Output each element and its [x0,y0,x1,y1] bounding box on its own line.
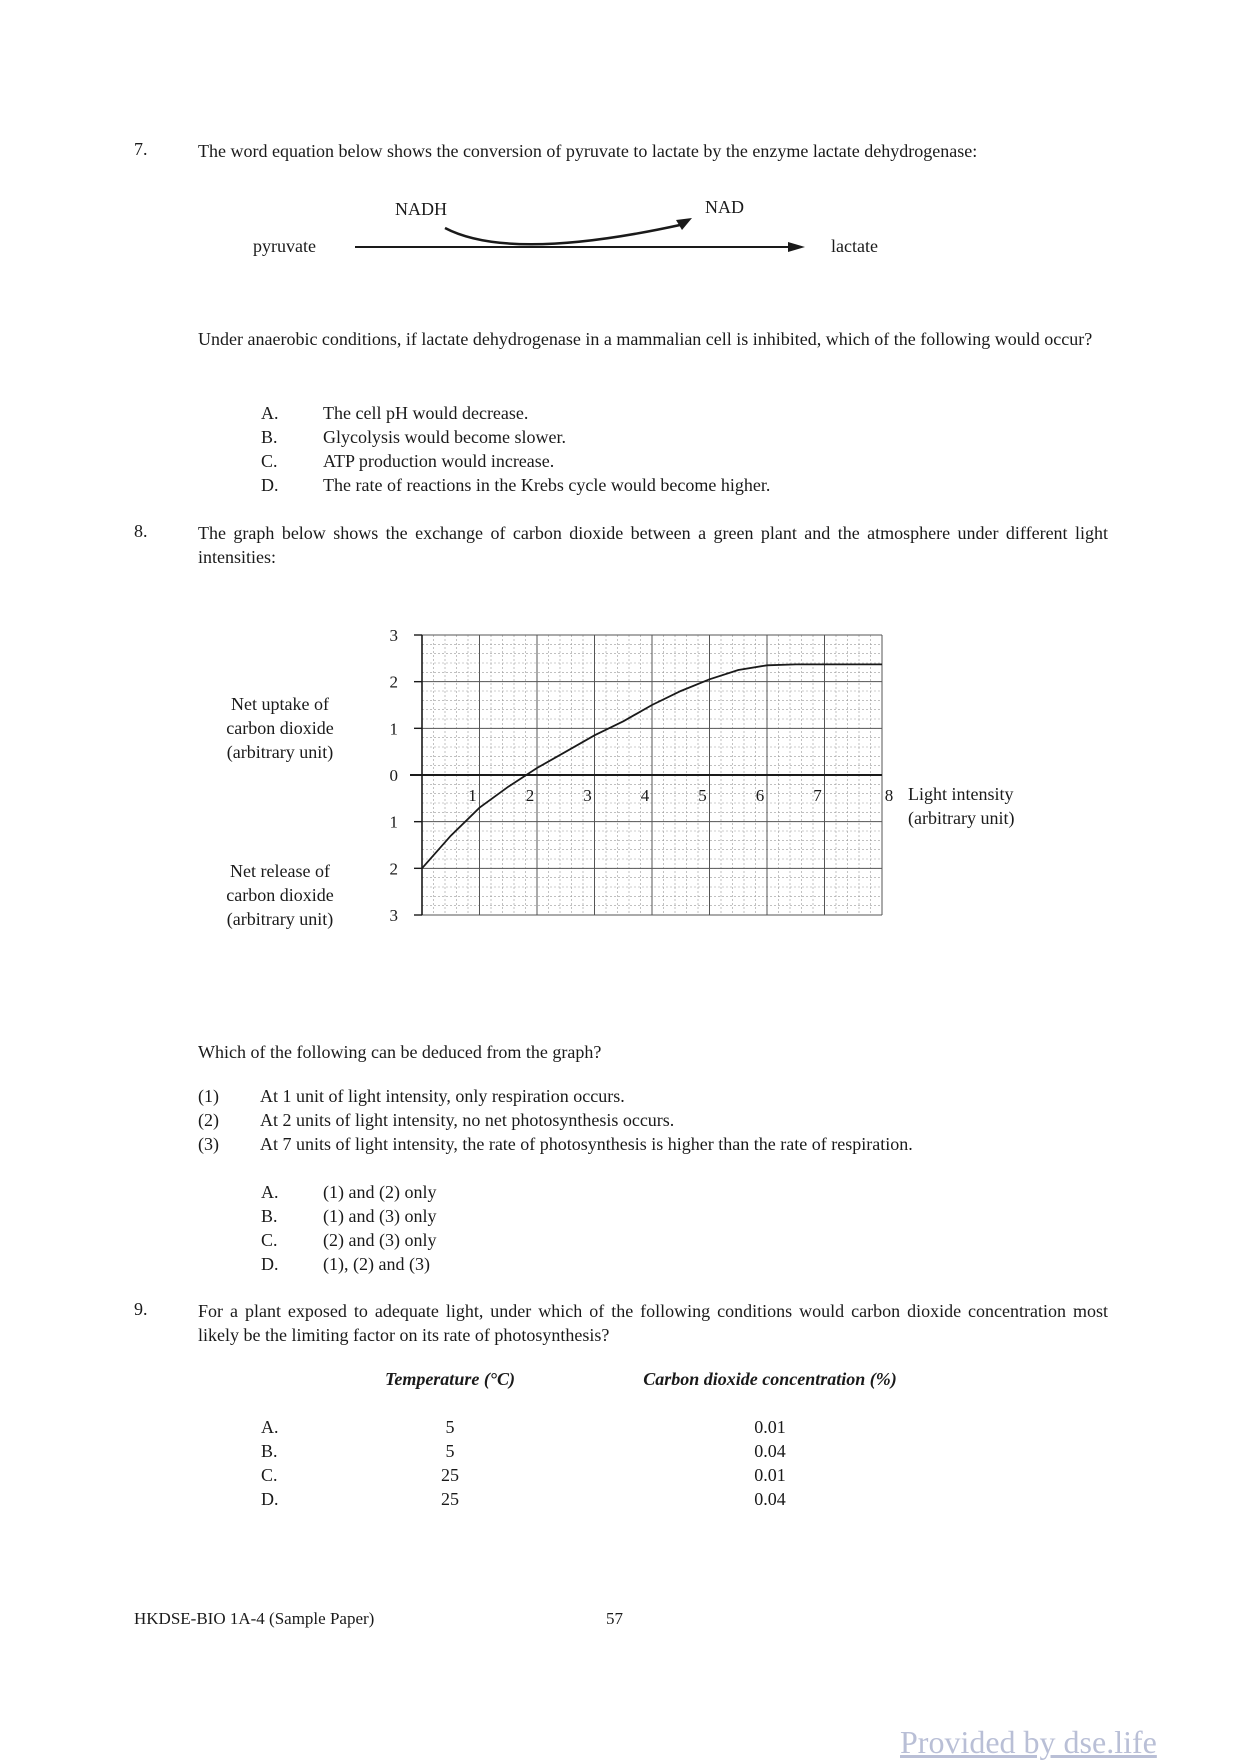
y-tick-label: 2 [389,672,398,692]
statement-text: At 1 unit of light intensity, only respiration occurs. [260,1086,625,1106]
option-letter: C. [261,1230,278,1250]
x-tick-label: 2 [525,786,535,805]
y-axis-label-upper: Net uptake of [231,694,329,714]
chart-axis-labels [226,694,1014,930]
y-axis-label-lower: (arbitrary unit) [226,909,334,929]
y-tick-label: 3 [389,626,398,645]
x-tick-label: 5 [698,786,707,805]
option-text: (1), (2) and (3) [323,1254,430,1274]
option-text: (1) and (2) only [323,1182,437,1202]
y-axis-label-upper: (arbitrary unit) [226,742,334,762]
option-text: Glycolysis would become slower. [323,427,566,447]
row-temperature: 25 [441,1489,459,1509]
question-9-intro: For a plant exposed to adequate light, under which of the following conditions would carbon dioxide concentration most likely be the limiting factor on its rate of photosynthesis? [198,1301,1108,1345]
statement-number: (3) [198,1134,219,1154]
option-letter: B. [261,1206,278,1226]
x-tick-label: 4 [640,786,650,805]
x-axis-label: Light intensity [908,784,1014,804]
row-temperature: 5 [445,1441,455,1461]
question-7-number: 7. [134,139,148,159]
y-tick-label: 0 [389,766,398,785]
equation-curved-arrowhead [676,218,692,230]
co2-exchange-chart [200,615,1060,985]
x-tick-label: 7 [813,786,822,805]
statement-text: At 2 units of light intensity, no net photosynthesis occurs. [260,1110,675,1130]
y-axis-label-upper: carbon dioxide [226,718,334,738]
table-header-temperature: Temperature (°C) [384,1369,516,1389]
y-tick-label: 2 [389,859,398,879]
equation-nadh-label: NADH [395,199,447,219]
row-letter: C. [261,1465,278,1485]
y-axis-label-lower: carbon dioxide [226,885,334,905]
row-co2: 0.04 [754,1441,786,1461]
option-letter: B. [261,427,278,447]
x-tick-label: 8 [884,786,894,805]
x-axis-label: (arbitrary unit) [908,808,1015,828]
row-temperature: 25 [441,1465,459,1485]
x-tick-label: 1 [468,786,477,805]
y-tick-label: 1 [389,812,398,832]
option-letter: D. [261,1254,279,1274]
x-tick-label: 3 [583,786,592,805]
watermark-link[interactable]: Provided by dse.life [900,1724,1157,1760]
question-7-stem: Under anaerobic conditions, if lactate dehydrogenase in a mammalian cell is inhibited, which of the following would occur? [198,329,1093,349]
equation-main-arrowhead [788,242,805,252]
statement-number: (2) [198,1110,219,1130]
row-temperature: 5 [445,1417,455,1437]
option-letter: C. [261,451,278,471]
row-letter: A. [261,1417,279,1437]
row-letter: B. [261,1441,278,1461]
equation-lactate-label: lactate [831,236,878,256]
row-co2: 0.04 [754,1489,786,1509]
x-tick-label: 6 [755,786,765,805]
row-co2: 0.01 [754,1417,786,1437]
word-equation-diagram [240,190,920,270]
option-letter: A. [261,403,279,423]
option-letter: D. [261,475,279,495]
paper-code: HKDSE-BIO 1A-4 (Sample Paper) [134,1609,375,1628]
option-text: (1) and (3) only [323,1206,437,1226]
equation-pyruvate-label: pyruvate [253,236,316,256]
question-9-number: 9. [134,1299,148,1319]
option-text: The cell pH would decrease. [323,403,529,423]
y-tick-label: 1 [389,719,398,739]
row-letter: D. [261,1489,279,1509]
statement-number: (1) [198,1086,219,1106]
option-text: ATP production would increase. [323,451,555,471]
page-number: 57 [606,1609,623,1628]
statement-text: At 7 units of light intensity, the rate of photosynthesis is higher than the rate of respiration. [260,1134,913,1154]
y-axis-label-lower: Net release of [230,861,330,881]
table-header-co2: Carbon dioxide concentration (%) [643,1369,897,1389]
question-7-intro: The word equation below shows the conversion of pyruvate to lactate by the enzyme lactate dehydrogenase: [198,141,978,161]
row-co2: 0.01 [754,1465,786,1485]
question-8-intro: The graph below shows the exchange of carbon dioxide between a green plant and the atmosphere under different light intensities: [198,523,1108,567]
chart-axes [410,635,882,915]
y-tick-label: 3 [389,906,398,925]
option-text: The rate of reactions in the Krebs cycle would become higher. [323,475,771,495]
option-letter: A. [261,1182,279,1202]
question-8-stem: Which of the following can be deduced from the graph? [198,1042,602,1062]
question-8-number: 8. [134,521,148,541]
equation-nad-label: NAD [705,197,744,217]
equation-curved-arrow [445,225,680,244]
option-text: (2) and (3) only [323,1230,437,1250]
